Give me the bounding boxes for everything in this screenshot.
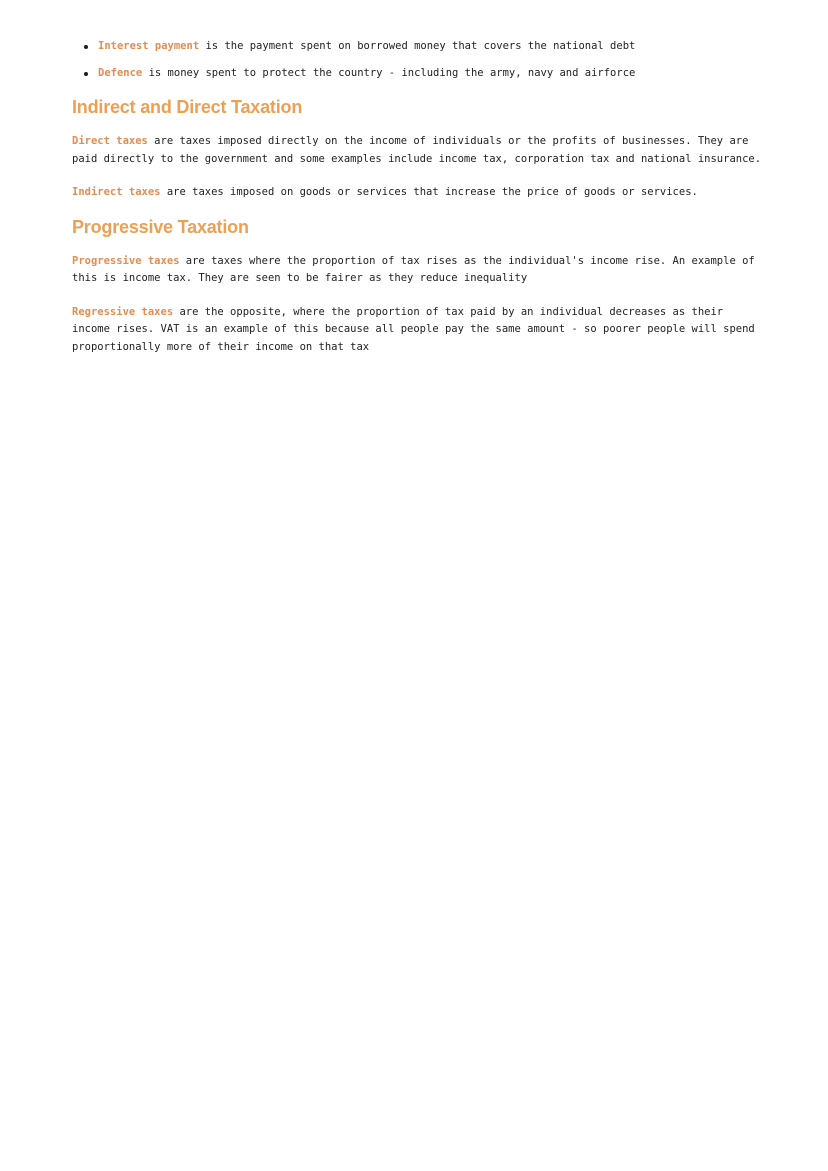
definition-text: are taxes imposed directly on the income of individuals or the profits of businesses. They are paid directly to the government and some examples include income tax, corporation tax and national insurance. bbox=[72, 135, 762, 165]
term-highlight: Progressive taxes bbox=[72, 254, 180, 267]
section-heading-direct-indirect: Indirect and Direct Taxation bbox=[72, 97, 303, 117]
list-item bbox=[72, 38, 762, 56]
section-heading-progressive: Progressive Taxation bbox=[72, 216, 249, 237]
paragraph-indirect-taxes bbox=[72, 184, 762, 202]
paragraph-direct-taxes bbox=[72, 133, 762, 168]
bullet-dot bbox=[84, 45, 88, 49]
term-highlight: Regressive taxes bbox=[72, 305, 174, 318]
term-highlight: Direct taxes bbox=[72, 135, 148, 147]
term-highlight: Indirect taxes bbox=[72, 186, 161, 198]
term-highlight: Defence bbox=[98, 66, 143, 79]
definition-text: is the payment spent on borrowed money that covers the national debt bbox=[199, 40, 636, 52]
paragraph-progressive-taxes bbox=[72, 253, 762, 288]
spending-bullet-list bbox=[72, 38, 762, 82]
definition-text: are taxes where the proportion of tax rises as the individual's income rise. An example of this is income tax. They are seen to be fairer as they reduce inequality bbox=[72, 254, 755, 284]
term-highlight: Interest payment bbox=[98, 40, 200, 52]
bullet-dot bbox=[84, 72, 88, 76]
list-item bbox=[72, 65, 762, 83]
document-page bbox=[72, 38, 762, 356]
definition-text: are taxes imposed on goods or services that increase the price of goods or services. bbox=[160, 186, 698, 198]
definition-text: is money spent to protect the country - including the army, navy and airforce bbox=[142, 66, 636, 79]
paragraph-regressive-taxes bbox=[72, 304, 762, 357]
definition-text: are the opposite, where the proportion of tax paid by an individual decreases as their income rises. VAT is an example of this because all people pay the same amount - so poorer people will spend proportionally more of their income on that tax bbox=[72, 305, 755, 353]
